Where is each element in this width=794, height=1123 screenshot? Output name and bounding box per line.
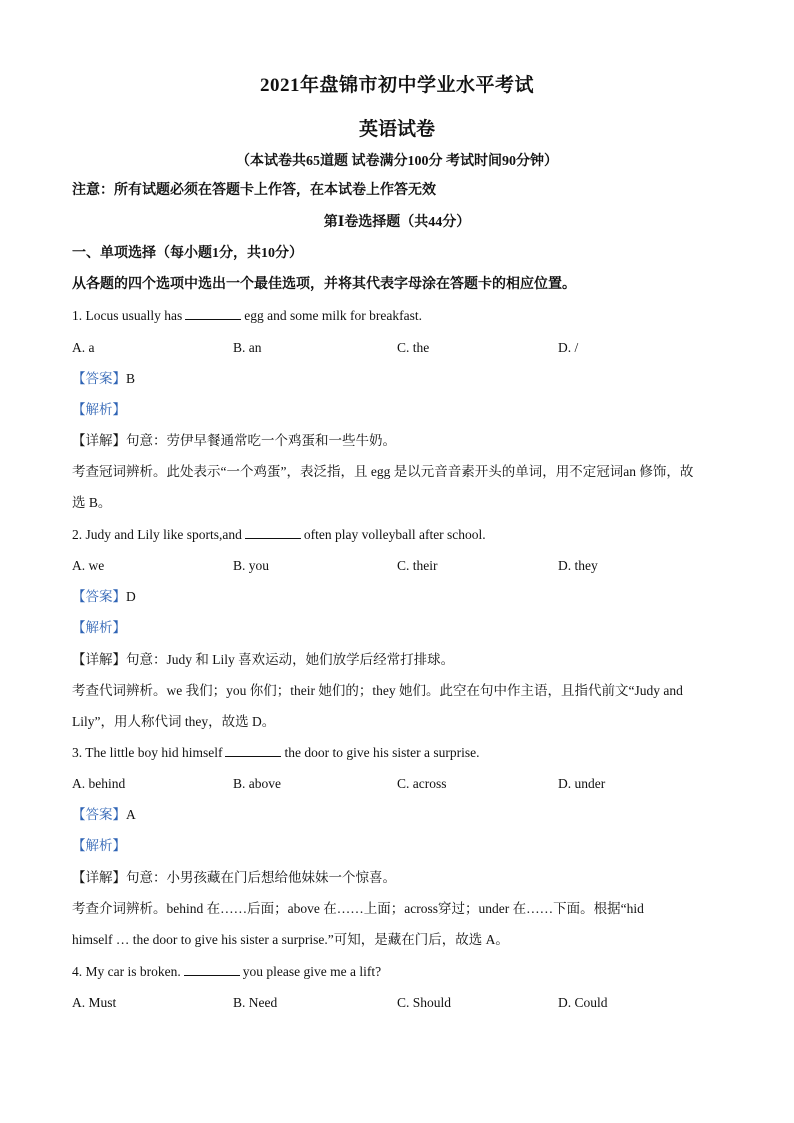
question-stem: 1. Locus usually has egg and some milk for breakfast.: [72, 308, 422, 323]
option-a: A. we: [72, 558, 105, 573]
answer-line: 【答案】A: [72, 807, 136, 822]
analysis-tag: 【解析】: [72, 838, 126, 853]
explanation-line: 考查代词辨析。we 我们；you 你们；their 她们的；they 她们。此空在句中作主语，且指代前文“Judy and: [72, 683, 683, 698]
option-c: C. Should: [397, 995, 452, 1010]
question-stem: 4. My car is broken. you please give me a lift?: [72, 964, 382, 979]
analysis-tag: 【解析】: [72, 402, 126, 417]
option-d: D. they: [558, 558, 598, 573]
explanation-line: 考查冠词辨析。此处表示“一个鸡蛋”，表泛指，且 egg 是以元音音素开头的单词，用不定冠词an 修饰，故: [72, 464, 694, 479]
answer-blank: [225, 744, 281, 757]
explanation-line: 选 B。: [72, 495, 112, 510]
detail-line: 【详解】句意：小男孩藏在门后想给他妹妹一个惊喜。: [72, 870, 396, 885]
analysis-tag: 【解析】: [72, 620, 126, 635]
answer-line: 【答案】D: [72, 589, 136, 604]
section-heading: 一、单项选择（每小题1分，共10分）: [72, 246, 303, 261]
option-c: C. across: [397, 776, 447, 791]
option-b: B. above: [233, 776, 281, 791]
answer-blank: [245, 526, 301, 539]
answer-line: 【答案】B: [72, 371, 136, 386]
answer-tag: 【答案】: [72, 371, 126, 386]
option-d: D. under: [558, 776, 606, 791]
detail-tag: 【详解】: [72, 433, 126, 448]
option-d: D. /: [558, 340, 579, 355]
option-a: A. Must: [72, 995, 117, 1010]
option-b: B. you: [233, 558, 270, 573]
exam-title: 2021年盘锦市初中学业水平考试: [259, 75, 534, 96]
answer-blank: [184, 963, 240, 976]
detail-tag: 【详解】: [72, 652, 126, 667]
option-c: C. the: [397, 340, 430, 355]
answer-tag: 【答案】: [72, 807, 126, 822]
explanation-line: Lily”，用人称代词 they，故选 D。: [72, 714, 276, 729]
detail-line: 【详解】句意：Judy 和 Lily 喜欢运动，她们放学后经常打排球。: [72, 652, 455, 667]
option-b: B. an: [233, 340, 262, 355]
option-c: C. their: [397, 558, 438, 573]
option-a: A. behind: [72, 776, 126, 791]
answer-blank: [185, 307, 241, 320]
option-b: B. Need: [233, 995, 278, 1010]
detail-line: 【详解】句意：劳伊早餐通常吃一个鸡蛋和一些牛奶。: [72, 433, 396, 448]
section-instruction: 从各题的四个选项中选出一个最佳选项，并将其代表字母涂在答题卡的相应位置。: [72, 277, 576, 292]
option-d: D. Could: [558, 995, 608, 1010]
question-stem: 3. The little boy hid himself the door to give his sister a surprise.: [72, 745, 480, 760]
answer-tag: 【答案】: [72, 589, 126, 604]
part-title: 第Ⅰ卷选择题（共44分）: [323, 215, 471, 230]
explanation-line: 考查介词辨析。behind 在……后面；above 在……上面；across穿过；under 在……下面。根据“hid: [72, 901, 644, 916]
option-a: A. a: [72, 340, 95, 355]
exam-info: （本试卷共65道题 试卷满分100分 考试时间90分钟）: [236, 154, 558, 169]
detail-tag: 【详解】: [72, 870, 126, 885]
explanation-line: himself … the door to give his sister a surprise.”可知，是藏在门后，故选 A。: [72, 932, 509, 947]
question-stem: 2. Judy and Lily like sports,and often play volleyball after school.: [72, 527, 486, 542]
subject-title: 英语试卷: [358, 119, 435, 140]
notice: 注意：所有试题必须在答题卡上作答，在本试卷上作答无效: [72, 183, 436, 198]
